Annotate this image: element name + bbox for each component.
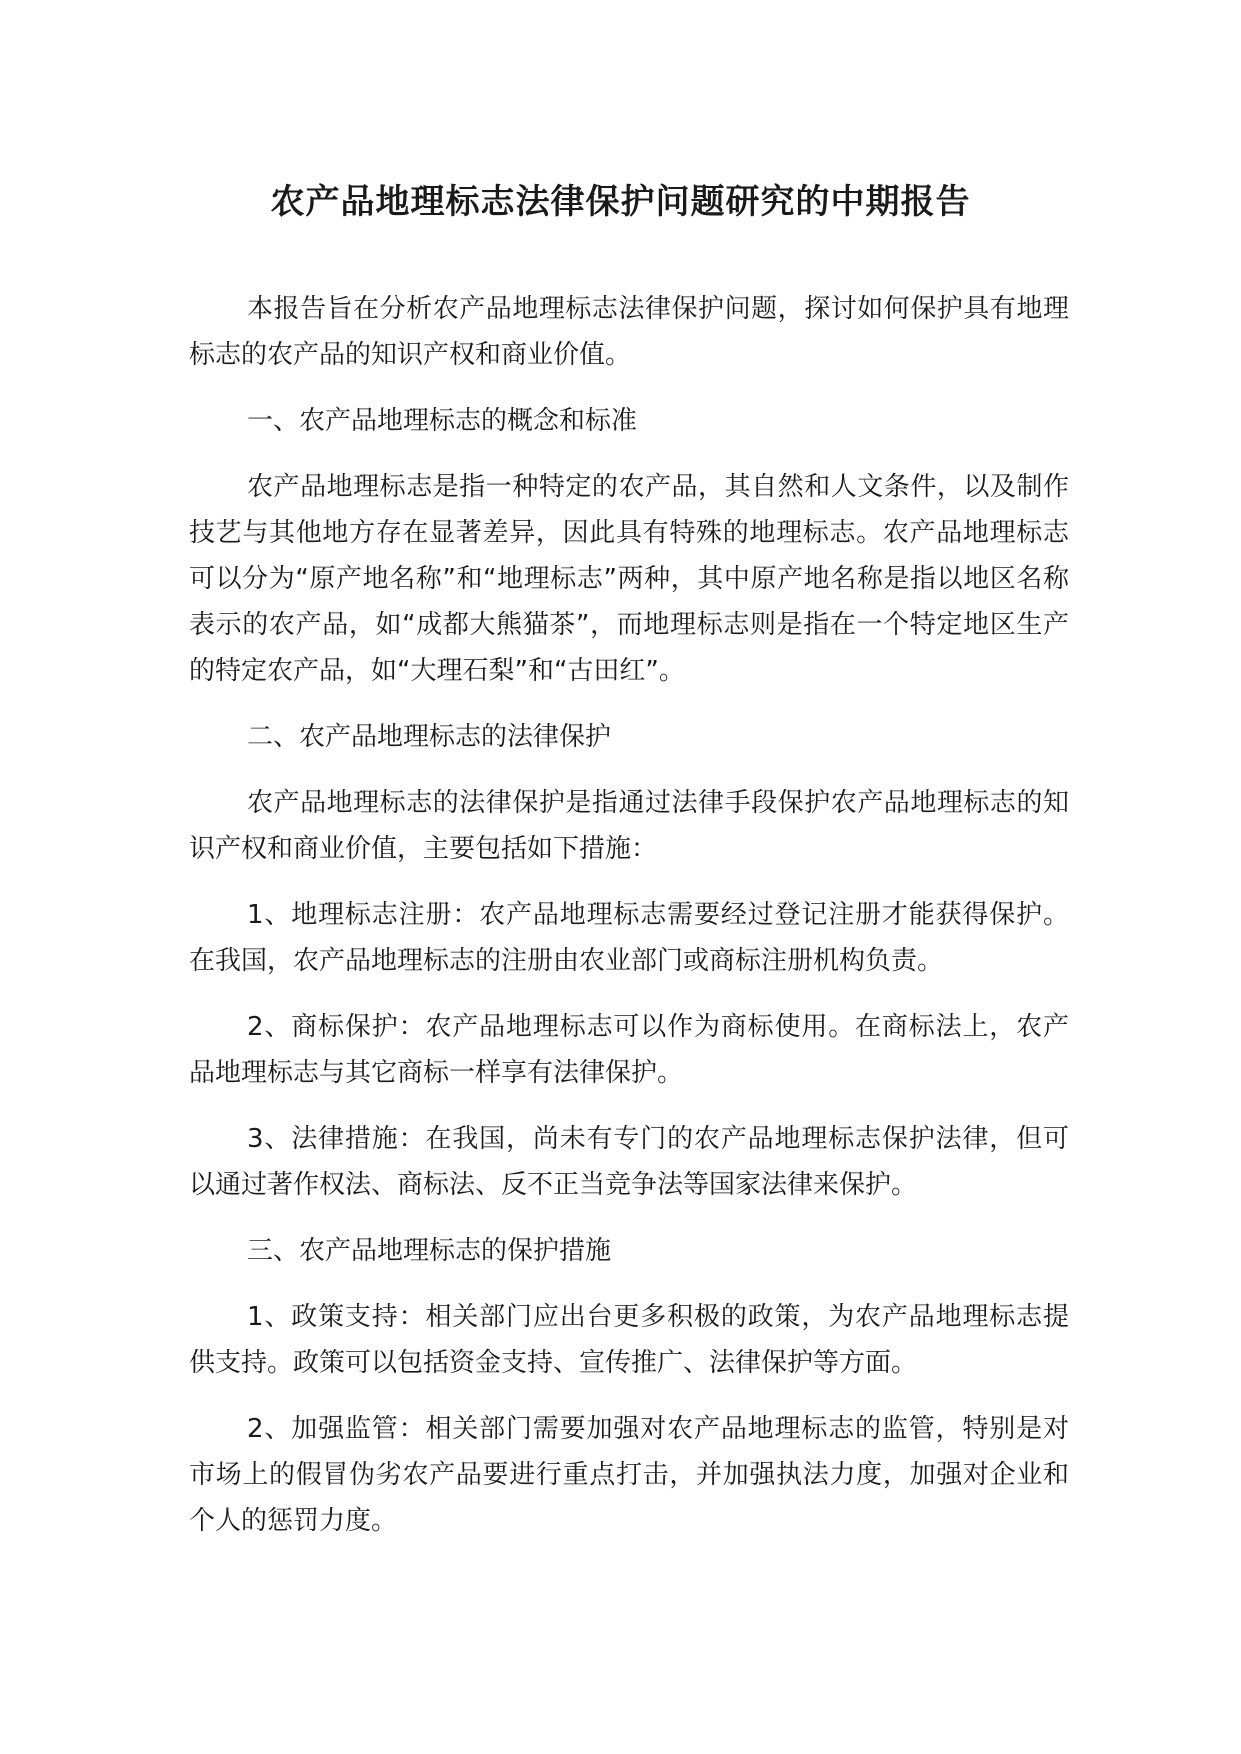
list-item-registration: 1、地理标志注册：农产品地理标志需要经过登记注册才能获得保护。在我国，农产品地理标志的注册由农业部门或商标注册机构负责。 bbox=[189, 900, 1069, 976]
list-item-legal-measures: 3、法律措施：在我国，尚未有专门的农产品地理标志保护法律，但可以通过著作权法、商标法、反不正当竞争法等国家法律来保护。 bbox=[189, 1124, 1069, 1200]
document-body bbox=[189, 286, 1069, 1564]
list-item-trademark: 2、商标保护：农产品地理标志可以作为商标使用。在商标法上，农产品地理标志与其它商标一样享有法律保护。 bbox=[189, 1012, 1069, 1088]
section-heading-2: 二、农产品地理标志的法律保护 bbox=[247, 722, 612, 752]
document-title: 农产品地理标志法律保护问题研究的中期报告 bbox=[270, 182, 971, 222]
intro-paragraph: 本报告旨在分析农产品地理标志法律保护问题，探讨如何保护具有地理标志的农产品的知识产权和商业价值。 bbox=[189, 294, 1069, 370]
section-heading-1: 一、农产品地理标志的概念和标准 bbox=[247, 406, 638, 436]
list-item-policy: 1、政策支持：相关部门应出台更多积极的政策，为农产品地理标志提供支持。政策可以包括资金支持、宣传推广、法律保护等方面。 bbox=[189, 1302, 1069, 1378]
section-heading-3: 三、农产品地理标志的保护措施 bbox=[247, 1236, 612, 1266]
paragraph-concept: 农产品地理标志是指一种特定的农产品，其自然和人文条件，以及制作技艺与其他地方存在显著差异，因此具有特殊的地理标志。农产品地理标志可以分为“原产地名称”和“地理标志”两种，其中原产地名称是指以地区名称表示的农产品，如“成都大熊猫茶”，而地理标志则是指在一个特定地区生产的特定农产品，如“大理石梨”和“古田红”。 bbox=[189, 472, 1069, 686]
paragraph-legal-intro: 农产品地理标志的法律保护是指通过法律手段保护农产品地理标志的知识产权和商业价值，主要包括如下措施： bbox=[189, 788, 1069, 864]
list-item-supervision: 2、加强监管：相关部门需要加强对农产品地理标志的监管，特别是对市场上的假冒伪劣农产品要进行重点打击，并加强执法力度，加强对企业和个人的惩罚力度。 bbox=[189, 1414, 1069, 1536]
